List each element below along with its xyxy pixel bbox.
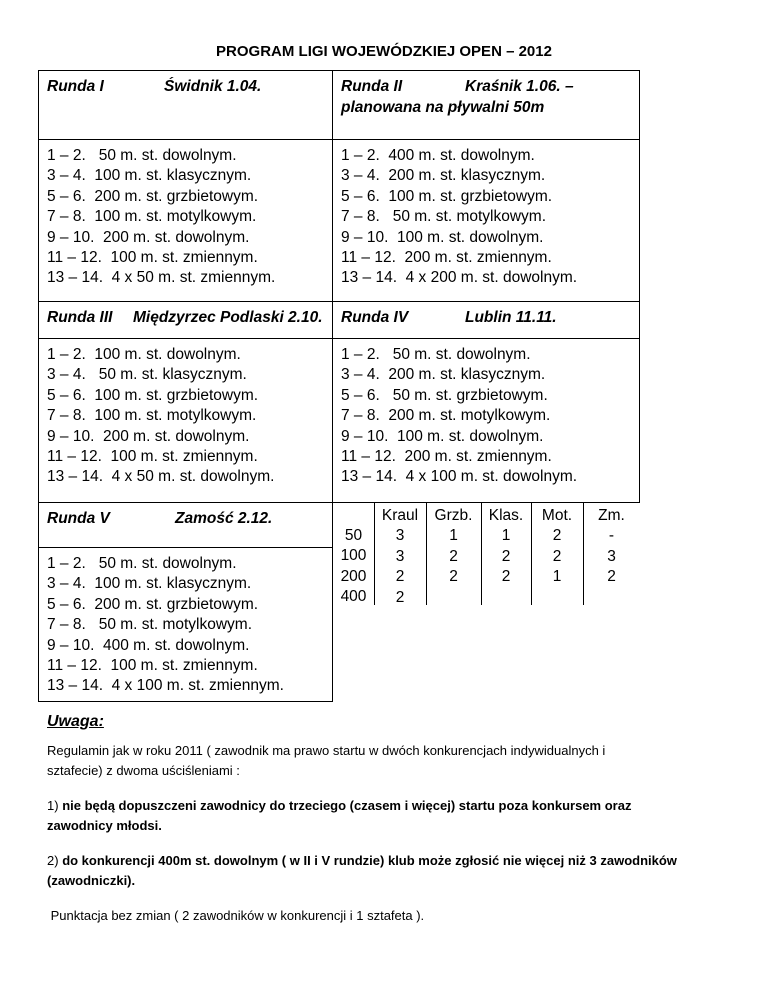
event-item: 3 – 4. 100 m. st. klasycznym. <box>47 167 252 185</box>
event-item: 1 – 2. 100 m. st. dowolnym. <box>47 346 241 363</box>
points-value: 2 <box>552 547 562 565</box>
note-text: nie będą dopuszczeni zawodnicy do trzeciego (czasem i więcej) startu poza konkursem oraz <box>62 798 632 813</box>
points-value: 3 <box>395 547 405 565</box>
distance-label: 400 <box>340 588 367 606</box>
event-item: 3 – 4. 100 m. st. klasycznym. <box>47 575 252 593</box>
points-col-zm <box>583 506 640 588</box>
points-table-cell <box>333 503 640 702</box>
points-value: 2 <box>449 547 458 565</box>
note-1 <box>47 796 737 836</box>
points-value: 2 <box>607 568 616 586</box>
round-place: Międzyrzec Podlaski 2.10. <box>133 309 323 326</box>
event-item: 11 – 12. 200 m. st. zmiennym. <box>341 448 552 466</box>
distance-label: 200 <box>340 567 367 585</box>
event-item: 13 – 14. 4 x 50 m. st. zmiennym. <box>47 269 276 287</box>
note-number: 2) <box>47 853 59 868</box>
round-place: Zamość 2.12. <box>175 510 273 527</box>
points-value: 2 <box>552 527 562 545</box>
round-name: Runda I <box>47 78 104 95</box>
round-name: Runda III <box>47 309 113 326</box>
points-value: 2 <box>395 588 405 606</box>
col-header: Zm. <box>598 507 625 524</box>
event-item: 1 – 2. 50 m. st. dowolnym. <box>47 147 237 164</box>
round-1-events <box>39 140 333 302</box>
event-item: 11 – 12. 100 m. st. zmiennym. <box>47 448 258 466</box>
round-5-header <box>39 503 333 548</box>
round-name: Runda II <box>341 78 403 95</box>
points-value: 3 <box>607 547 616 565</box>
round-4-events <box>333 339 640 503</box>
points-col-kraul <box>374 506 426 608</box>
round-1-header <box>39 71 333 140</box>
event-item: 9 – 10. 200 m. st. dowolnym. <box>47 228 250 246</box>
points-value: 1 <box>449 527 458 545</box>
event-item: 5 – 6. 100 m. st. grzbietowym. <box>47 386 259 404</box>
points-value: 1 <box>501 527 511 545</box>
event-item: 1 – 2. 400 m. st. dowolnym. <box>341 147 535 164</box>
points-distances <box>333 526 374 608</box>
event-item: 9 – 10. 400 m. st. dowolnym. <box>47 636 250 654</box>
points-col-mot <box>531 506 583 588</box>
points-value: - <box>608 527 615 545</box>
event-item: 13 – 14. 4 x 100 m. st. dowolnym. <box>341 468 578 486</box>
event-item: 7 – 8. 100 m. st. motylkowym. <box>47 407 257 425</box>
note-text: do konkurencji 400m st. dowolnym ( w II i V rundzie) klub może zgłosić nie więcej niż 3 zawodników <box>62 853 677 868</box>
note-text: (zawodniczki). <box>47 873 136 888</box>
event-item: 7 – 8. 200 m. st. motylkowym. <box>341 407 551 425</box>
notes-footer: Punktacja bez zmian ( 2 zawodników w konkurencji i 1 sztafeta ). <box>47 908 425 923</box>
round-4-header <box>333 302 640 339</box>
event-item: 1 – 2. 50 m. st. dowolnym. <box>341 346 531 363</box>
round-place: Kraśnik 1.06. – <box>465 78 574 95</box>
event-item: 1 – 2. 50 m. st. dowolnym. <box>47 555 237 572</box>
event-item: 5 – 6. 100 m. st. grzbietowym. <box>341 187 553 205</box>
event-item: 11 – 12. 200 m. st. zmiennym. <box>341 249 552 267</box>
col-header: Klas. <box>488 507 524 524</box>
notes-intro-line: sztafecie) z dwoma uściśleniami : <box>47 763 240 778</box>
event-item: 9 – 10. 100 m. st. dowolnym. <box>341 427 544 445</box>
round-place: Świdnik 1.04. <box>164 78 262 95</box>
note-text: zawodnicy młodsi. <box>47 818 162 833</box>
distance-label: 100 <box>340 547 367 565</box>
event-item: 7 – 8. 100 m. st. motylkowym. <box>47 208 257 226</box>
round-3-header <box>39 302 333 339</box>
points-col-klas <box>481 506 531 588</box>
round-5-events <box>39 548 333 702</box>
event-item: 11 – 12. 100 m. st. zmiennym. <box>47 249 258 267</box>
event-item: 7 – 8. 50 m. st. motylkowym. <box>47 616 253 634</box>
round-name: Runda V <box>47 510 110 527</box>
notes-intro <box>47 741 737 781</box>
note-2 <box>47 851 737 891</box>
points-col-grzb <box>426 506 481 588</box>
page-title: PROGRAM LIGI WOJEWÓDZKIEJ OPEN – 2012 <box>216 43 552 60</box>
round-place-note: planowana na pływalni 50m <box>341 99 545 116</box>
event-item: 5 – 6. 50 m. st. grzbietowym. <box>341 386 548 404</box>
event-item: 3 – 4. 50 m. st. klasycznym. <box>47 366 247 384</box>
points-value: 1 <box>552 568 562 586</box>
event-item: 3 – 4. 200 m. st. klasycznym. <box>341 366 546 384</box>
event-item: 11 – 12. 100 m. st. zmiennym. <box>47 657 258 675</box>
points-value: 2 <box>395 568 405 586</box>
round-place: Lublin 11.11. <box>465 309 557 326</box>
round-3-events <box>39 339 333 503</box>
notes-heading: Uwaga: <box>47 713 104 730</box>
round-2-header <box>333 71 640 140</box>
event-item: 7 – 8. 50 m. st. motylkowym. <box>341 208 547 226</box>
notes-intro-line: Regulamin jak w roku 2011 ( zawodnik ma prawo startu w dwóch konkurencjach indywidualnych i <box>47 743 606 758</box>
event-item: 9 – 10. 100 m. st. dowolnym. <box>341 228 544 246</box>
distance-label: 50 <box>344 527 363 544</box>
event-item: 13 – 14. 4 x 200 m. st. dowolnym. <box>341 269 578 287</box>
col-header: Kraul <box>381 507 419 524</box>
points-value: 2 <box>501 547 511 565</box>
schedule-table <box>38 70 640 702</box>
event-item: 5 – 6. 200 m. st. grzbietowym. <box>47 187 259 205</box>
round-2-events <box>333 140 640 302</box>
round-name: Runda IV <box>341 309 409 326</box>
col-header: Mot. <box>541 507 573 524</box>
points-value: 3 <box>395 527 405 545</box>
col-header: Grzb. <box>434 507 473 524</box>
points-value: 2 <box>501 568 511 586</box>
event-item: 13 – 14. 4 x 100 m. st. zmiennym. <box>47 677 284 695</box>
points-value: 2 <box>449 568 458 586</box>
event-item: 3 – 4. 200 m. st. klasycznym. <box>341 167 546 185</box>
event-item: 9 – 10. 200 m. st. dowolnym. <box>47 427 250 445</box>
note-number: 1) <box>47 798 59 813</box>
event-item: 13 – 14. 4 x 50 m. st. dowolnym. <box>47 468 275 486</box>
event-item: 5 – 6. 200 m. st. grzbietowym. <box>47 595 259 613</box>
